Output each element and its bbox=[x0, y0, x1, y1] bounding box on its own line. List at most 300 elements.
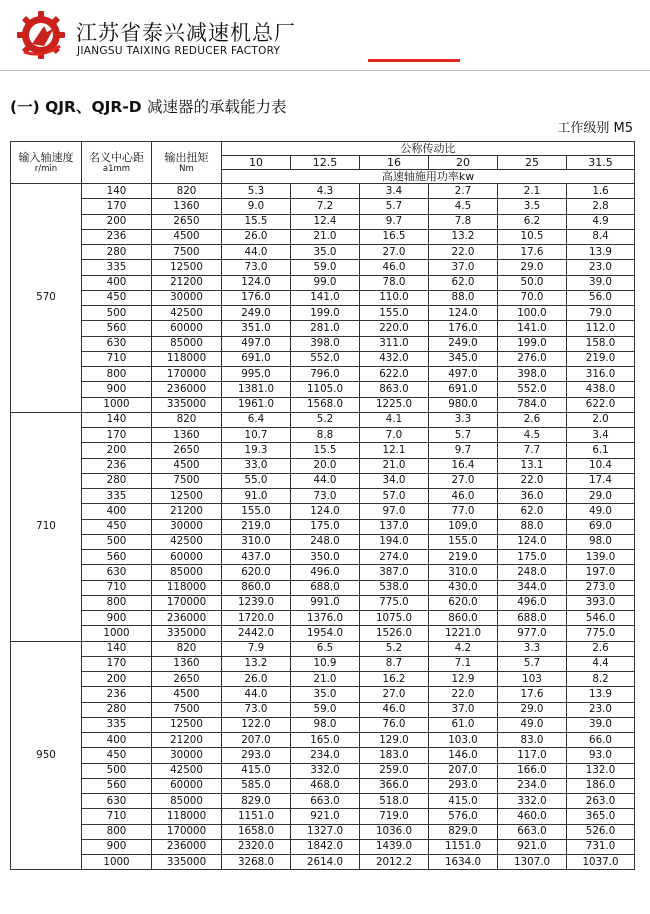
power-cell: 1.6 bbox=[567, 184, 635, 199]
table-row bbox=[11, 763, 635, 778]
table-row bbox=[11, 656, 635, 671]
power-cell: 620.0 bbox=[429, 595, 498, 610]
power-cell: 663.0 bbox=[291, 794, 360, 809]
power-cell: 55.0 bbox=[222, 473, 291, 488]
power-cell: 437.0 bbox=[222, 550, 291, 565]
table-row bbox=[11, 397, 635, 412]
power-cell: 921.0 bbox=[291, 809, 360, 824]
power-cell: 1036.0 bbox=[360, 824, 429, 839]
center-distance-cell: 900 bbox=[82, 611, 152, 626]
power-cell: 10.4 bbox=[567, 458, 635, 473]
power-cell: 332.0 bbox=[498, 794, 567, 809]
power-cell: 7.9 bbox=[222, 641, 291, 656]
power-cell: 980.0 bbox=[429, 397, 498, 412]
torque-cell: 30000 bbox=[152, 290, 222, 305]
power-cell: 311.0 bbox=[360, 336, 429, 351]
power-cell: 432.0 bbox=[360, 351, 429, 366]
table-row bbox=[11, 824, 635, 839]
power-cell: 775.0 bbox=[360, 595, 429, 610]
torque-cell: 4500 bbox=[152, 687, 222, 702]
power-cell: 1568.0 bbox=[291, 397, 360, 412]
power-cell: 20.0 bbox=[291, 458, 360, 473]
power-cell: 35.0 bbox=[291, 687, 360, 702]
power-cell: 2.8 bbox=[567, 199, 635, 214]
power-cell: 775.0 bbox=[567, 626, 635, 641]
power-cell: 7.1 bbox=[429, 656, 498, 671]
power-cell: 88.0 bbox=[498, 519, 567, 534]
power-cell: 39.0 bbox=[567, 275, 635, 290]
power-cell: 16.4 bbox=[429, 458, 498, 473]
center-distance-cell: 280 bbox=[82, 473, 152, 488]
power-cell: 29.0 bbox=[498, 702, 567, 717]
header-ratio: 公称传动比 bbox=[222, 142, 635, 156]
table-row bbox=[11, 580, 635, 595]
power-cell: 175.0 bbox=[291, 519, 360, 534]
power-cell: 44.0 bbox=[222, 687, 291, 702]
power-cell: 37.0 bbox=[429, 702, 498, 717]
center-distance-cell: 710 bbox=[82, 809, 152, 824]
table-row bbox=[11, 809, 635, 824]
power-cell: 497.0 bbox=[429, 367, 498, 382]
power-cell: 78.0 bbox=[360, 275, 429, 290]
ratio-header-cell: 20 bbox=[429, 156, 498, 170]
center-distance-cell: 200 bbox=[82, 214, 152, 229]
power-cell: 7.8 bbox=[429, 214, 498, 229]
power-cell: 50.0 bbox=[498, 275, 567, 290]
torque-cell: 820 bbox=[152, 184, 222, 199]
table-row bbox=[11, 504, 635, 519]
power-cell: 2442.0 bbox=[222, 626, 291, 641]
torque-cell: 12500 bbox=[152, 260, 222, 275]
table-row bbox=[11, 428, 635, 443]
center-distance-cell: 1000 bbox=[82, 626, 152, 641]
table-row bbox=[11, 839, 635, 854]
power-cell: 9.0 bbox=[222, 199, 291, 214]
power-cell: 59.0 bbox=[291, 260, 360, 275]
torque-cell: 335000 bbox=[152, 397, 222, 412]
power-cell: 6.1 bbox=[567, 443, 635, 458]
center-distance-cell: 710 bbox=[82, 351, 152, 366]
torque-cell: 60000 bbox=[152, 321, 222, 336]
torque-cell: 85000 bbox=[152, 336, 222, 351]
table-row bbox=[11, 855, 635, 870]
power-cell: 10.5 bbox=[498, 229, 567, 244]
power-cell: 332.0 bbox=[291, 763, 360, 778]
power-cell: 13.2 bbox=[222, 656, 291, 671]
power-cell: 49.0 bbox=[498, 717, 567, 732]
center-distance-cell: 630 bbox=[82, 336, 152, 351]
power-cell: 21.0 bbox=[291, 672, 360, 687]
power-cell: 10.7 bbox=[222, 428, 291, 443]
center-distance-cell: 710 bbox=[82, 580, 152, 595]
power-cell: 46.0 bbox=[429, 489, 498, 504]
power-cell: 186.0 bbox=[567, 778, 635, 793]
power-cell: 17.6 bbox=[498, 245, 567, 260]
table-row bbox=[11, 778, 635, 793]
power-cell: 124.0 bbox=[498, 534, 567, 549]
center-distance-cell: 140 bbox=[82, 641, 152, 656]
power-cell: 21.0 bbox=[291, 229, 360, 244]
center-distance-cell: 335 bbox=[82, 260, 152, 275]
power-cell: 62.0 bbox=[498, 504, 567, 519]
power-cell: 2012.2 bbox=[360, 855, 429, 870]
power-cell: 2.7 bbox=[429, 184, 498, 199]
power-cell: 274.0 bbox=[360, 550, 429, 565]
center-distance-cell: 500 bbox=[82, 763, 152, 778]
power-cell: 438.0 bbox=[567, 382, 635, 397]
power-cell: 398.0 bbox=[498, 367, 567, 382]
power-cell: 12.1 bbox=[360, 443, 429, 458]
power-cell: 22.0 bbox=[498, 473, 567, 488]
power-cell: 281.0 bbox=[291, 321, 360, 336]
power-cell: 13.2 bbox=[429, 229, 498, 244]
power-cell: 19.3 bbox=[222, 443, 291, 458]
power-cell: 83.0 bbox=[498, 733, 567, 748]
power-cell: 66.0 bbox=[567, 733, 635, 748]
company-name-en: JIANGSU TAIXING REDUCER FACTORY bbox=[77, 45, 281, 57]
torque-cell: 1360 bbox=[152, 656, 222, 671]
power-cell: 316.0 bbox=[567, 367, 635, 382]
power-cell: 220.0 bbox=[360, 321, 429, 336]
power-cell: 7.7 bbox=[498, 443, 567, 458]
company-name-cn: 江苏省泰兴减速机总厂 bbox=[76, 21, 296, 45]
center-distance-cell: 335 bbox=[82, 489, 152, 504]
table-row bbox=[11, 550, 635, 565]
power-cell: 688.0 bbox=[498, 611, 567, 626]
power-cell: 1526.0 bbox=[360, 626, 429, 641]
power-cell: 1634.0 bbox=[429, 855, 498, 870]
power-cell: 249.0 bbox=[222, 306, 291, 321]
power-cell: 46.0 bbox=[360, 260, 429, 275]
power-cell: 109.0 bbox=[429, 519, 498, 534]
power-cell: 1439.0 bbox=[360, 839, 429, 854]
center-distance-cell: 500 bbox=[82, 534, 152, 549]
torque-cell: 85000 bbox=[152, 565, 222, 580]
torque-cell: 236000 bbox=[152, 839, 222, 854]
power-cell: 26.0 bbox=[222, 672, 291, 687]
center-distance-cell: 450 bbox=[82, 748, 152, 763]
power-cell: 91.0 bbox=[222, 489, 291, 504]
power-cell: 538.0 bbox=[360, 580, 429, 595]
power-cell: 6.4 bbox=[222, 412, 291, 427]
power-cell: 8.8 bbox=[291, 428, 360, 443]
power-cell: 15.5 bbox=[222, 214, 291, 229]
table-row bbox=[11, 229, 635, 244]
table-row bbox=[11, 641, 635, 656]
power-cell: 1327.0 bbox=[291, 824, 360, 839]
power-cell: 293.0 bbox=[429, 778, 498, 793]
table-row bbox=[11, 534, 635, 549]
ratio-header-cell: 31.5 bbox=[567, 156, 635, 170]
power-cell: 97.0 bbox=[360, 504, 429, 519]
power-cell: 79.0 bbox=[567, 306, 635, 321]
torque-cell: 335000 bbox=[152, 855, 222, 870]
torque-cell: 7500 bbox=[152, 702, 222, 717]
power-cell: 860.0 bbox=[429, 611, 498, 626]
power-cell: 249.0 bbox=[429, 336, 498, 351]
center-distance-cell: 170 bbox=[82, 656, 152, 671]
header-center-distance: 名义中心距 a1mm bbox=[82, 142, 152, 184]
table-row bbox=[11, 489, 635, 504]
power-cell: 350.0 bbox=[291, 550, 360, 565]
power-cell: 1961.0 bbox=[222, 397, 291, 412]
power-cell: 1151.0 bbox=[429, 839, 498, 854]
power-cell: 415.0 bbox=[222, 763, 291, 778]
center-distance-cell: 500 bbox=[82, 306, 152, 321]
table-row bbox=[11, 306, 635, 321]
power-cell: 207.0 bbox=[222, 733, 291, 748]
power-cell: 5.2 bbox=[291, 412, 360, 427]
table-row bbox=[11, 702, 635, 717]
power-cell: 146.0 bbox=[429, 748, 498, 763]
power-cell: 5.7 bbox=[429, 428, 498, 443]
power-cell: 7.0 bbox=[360, 428, 429, 443]
power-cell: 460.0 bbox=[498, 809, 567, 824]
ratio-header-cell: 25 bbox=[498, 156, 567, 170]
power-cell: 719.0 bbox=[360, 809, 429, 824]
power-cell: 293.0 bbox=[222, 748, 291, 763]
table-row bbox=[11, 595, 635, 610]
power-cell: 2.6 bbox=[567, 641, 635, 656]
power-cell: 620.0 bbox=[222, 565, 291, 580]
power-cell: 70.0 bbox=[498, 290, 567, 305]
power-cell: 8.2 bbox=[567, 672, 635, 687]
power-cell: 137.0 bbox=[360, 519, 429, 534]
torque-cell: 335000 bbox=[152, 626, 222, 641]
power-cell: 124.0 bbox=[291, 504, 360, 519]
header-input-speed: 输入轴速度 r/min bbox=[11, 142, 82, 184]
power-cell: 166.0 bbox=[498, 763, 567, 778]
power-cell: 6.5 bbox=[291, 641, 360, 656]
center-distance-cell: 800 bbox=[82, 824, 152, 839]
torque-cell: 118000 bbox=[152, 351, 222, 366]
torque-cell: 12500 bbox=[152, 489, 222, 504]
table-row bbox=[11, 382, 635, 397]
power-cell: 365.0 bbox=[567, 809, 635, 824]
power-cell: 46.0 bbox=[360, 702, 429, 717]
power-cell: 10.9 bbox=[291, 656, 360, 671]
power-cell: 1376.0 bbox=[291, 611, 360, 626]
power-cell: 158.0 bbox=[567, 336, 635, 351]
ratio-header-cell: 16 bbox=[360, 156, 429, 170]
power-cell: 415.0 bbox=[429, 794, 498, 809]
power-cell: 2.1 bbox=[498, 184, 567, 199]
power-cell: 22.0 bbox=[429, 687, 498, 702]
power-cell: 88.0 bbox=[429, 290, 498, 305]
power-cell: 61.0 bbox=[429, 717, 498, 732]
center-distance-cell: 170 bbox=[82, 199, 152, 214]
power-cell: 5.2 bbox=[360, 641, 429, 656]
power-cell: 62.0 bbox=[429, 275, 498, 290]
power-cell: 1720.0 bbox=[222, 611, 291, 626]
power-cell: 1307.0 bbox=[498, 855, 567, 870]
power-cell: 1658.0 bbox=[222, 824, 291, 839]
ratio-header-cell: 10 bbox=[222, 156, 291, 170]
center-distance-cell: 400 bbox=[82, 275, 152, 290]
torque-cell: 42500 bbox=[152, 306, 222, 321]
power-cell: 518.0 bbox=[360, 794, 429, 809]
power-cell: 1221.0 bbox=[429, 626, 498, 641]
center-distance-cell: 1000 bbox=[82, 397, 152, 412]
power-cell: 199.0 bbox=[291, 306, 360, 321]
power-cell: 860.0 bbox=[222, 580, 291, 595]
power-cell: 176.0 bbox=[429, 321, 498, 336]
power-cell: 16.5 bbox=[360, 229, 429, 244]
power-cell: 165.0 bbox=[291, 733, 360, 748]
power-cell: 199.0 bbox=[498, 336, 567, 351]
power-cell: 49.0 bbox=[567, 504, 635, 519]
header-power: 高速轴施用功率kw bbox=[222, 170, 635, 184]
power-cell: 2320.0 bbox=[222, 839, 291, 854]
torque-cell: 21200 bbox=[152, 504, 222, 519]
page-header bbox=[0, 0, 650, 72]
power-cell: 141.0 bbox=[291, 290, 360, 305]
power-cell: 124.0 bbox=[222, 275, 291, 290]
power-cell: 4.5 bbox=[429, 199, 498, 214]
power-cell: 8.4 bbox=[567, 229, 635, 244]
power-cell: 273.0 bbox=[567, 580, 635, 595]
power-cell: 27.0 bbox=[429, 473, 498, 488]
power-cell: 132.0 bbox=[567, 763, 635, 778]
center-distance-cell: 560 bbox=[82, 550, 152, 565]
table-row bbox=[11, 794, 635, 809]
torque-cell: 820 bbox=[152, 641, 222, 656]
header-output-torque: 输出扭矩 Nm bbox=[152, 142, 222, 184]
power-cell: 44.0 bbox=[222, 245, 291, 260]
power-cell: 155.0 bbox=[222, 504, 291, 519]
power-cell: 13.1 bbox=[498, 458, 567, 473]
table-row bbox=[11, 717, 635, 732]
power-cell: 129.0 bbox=[360, 733, 429, 748]
power-cell: 552.0 bbox=[291, 351, 360, 366]
power-cell: 197.0 bbox=[567, 565, 635, 580]
power-cell: 1105.0 bbox=[291, 382, 360, 397]
power-cell: 921.0 bbox=[498, 839, 567, 854]
torque-cell: 236000 bbox=[152, 611, 222, 626]
power-cell: 234.0 bbox=[291, 748, 360, 763]
torque-cell: 21200 bbox=[152, 733, 222, 748]
power-cell: 234.0 bbox=[498, 778, 567, 793]
power-cell: 731.0 bbox=[567, 839, 635, 854]
torque-cell: 1360 bbox=[152, 428, 222, 443]
power-cell: 100.0 bbox=[498, 306, 567, 321]
power-cell: 691.0 bbox=[222, 351, 291, 366]
power-cell: 497.0 bbox=[222, 336, 291, 351]
torque-cell: 118000 bbox=[152, 809, 222, 824]
power-cell: 155.0 bbox=[360, 306, 429, 321]
power-cell: 691.0 bbox=[429, 382, 498, 397]
power-cell: 310.0 bbox=[429, 565, 498, 580]
power-cell: 175.0 bbox=[498, 550, 567, 565]
table-row bbox=[11, 275, 635, 290]
input-speed-cell: 950 bbox=[11, 641, 82, 870]
power-cell: 56.0 bbox=[567, 290, 635, 305]
power-cell: 117.0 bbox=[498, 748, 567, 763]
power-cell: 259.0 bbox=[360, 763, 429, 778]
table-row bbox=[11, 351, 635, 366]
table-row bbox=[11, 473, 635, 488]
torque-cell: 12500 bbox=[152, 717, 222, 732]
power-cell: 17.4 bbox=[567, 473, 635, 488]
power-cell: 1239.0 bbox=[222, 595, 291, 610]
power-cell: 5.3 bbox=[222, 184, 291, 199]
power-cell: 3.4 bbox=[360, 184, 429, 199]
power-cell: 69.0 bbox=[567, 519, 635, 534]
torque-cell: 30000 bbox=[152, 748, 222, 763]
header-divider bbox=[0, 70, 650, 71]
torque-cell: 118000 bbox=[152, 580, 222, 595]
center-distance-cell: 800 bbox=[82, 367, 152, 382]
table-row bbox=[11, 336, 635, 351]
power-cell: 3.4 bbox=[567, 428, 635, 443]
power-cell: 139.0 bbox=[567, 550, 635, 565]
power-cell: 103 bbox=[498, 672, 567, 687]
center-distance-cell: 630 bbox=[82, 794, 152, 809]
power-cell: 9.7 bbox=[429, 443, 498, 458]
power-cell: 2.0 bbox=[567, 412, 635, 427]
power-cell: 622.0 bbox=[360, 367, 429, 382]
power-cell: 98.0 bbox=[567, 534, 635, 549]
power-cell: 13.9 bbox=[567, 687, 635, 702]
torque-cell: 2650 bbox=[152, 672, 222, 687]
power-cell: 35.0 bbox=[291, 245, 360, 260]
torque-cell: 7500 bbox=[152, 245, 222, 260]
power-cell: 688.0 bbox=[291, 580, 360, 595]
torque-cell: 4500 bbox=[152, 229, 222, 244]
center-distance-cell: 236 bbox=[82, 229, 152, 244]
power-cell: 110.0 bbox=[360, 290, 429, 305]
power-cell: 829.0 bbox=[222, 794, 291, 809]
section-title-cn: 减速器的承载能力表 bbox=[147, 98, 287, 116]
power-cell: 183.0 bbox=[360, 748, 429, 763]
table-row bbox=[11, 458, 635, 473]
power-cell: 21.0 bbox=[360, 458, 429, 473]
power-cell: 248.0 bbox=[498, 565, 567, 580]
torque-cell: 4500 bbox=[152, 458, 222, 473]
power-cell: 393.0 bbox=[567, 595, 635, 610]
power-cell: 468.0 bbox=[291, 778, 360, 793]
power-cell: 3.3 bbox=[498, 641, 567, 656]
power-cell: 663.0 bbox=[498, 824, 567, 839]
capacity-table bbox=[10, 141, 635, 870]
power-cell: 4.3 bbox=[291, 184, 360, 199]
table-row bbox=[11, 672, 635, 687]
center-distance-cell: 900 bbox=[82, 382, 152, 397]
power-cell: 17.6 bbox=[498, 687, 567, 702]
power-cell: 77.0 bbox=[429, 504, 498, 519]
power-cell: 4.2 bbox=[429, 641, 498, 656]
power-cell: 5.7 bbox=[360, 199, 429, 214]
power-cell: 3268.0 bbox=[222, 855, 291, 870]
power-cell: 37.0 bbox=[429, 260, 498, 275]
torque-cell: 7500 bbox=[152, 473, 222, 488]
table-row bbox=[11, 367, 635, 382]
header-accent-bar bbox=[368, 59, 460, 62]
table-row bbox=[11, 733, 635, 748]
power-cell: 1037.0 bbox=[567, 855, 635, 870]
power-cell: 496.0 bbox=[291, 565, 360, 580]
table-row bbox=[11, 611, 635, 626]
torque-cell: 85000 bbox=[152, 794, 222, 809]
center-distance-cell: 450 bbox=[82, 290, 152, 305]
power-cell: 4.9 bbox=[567, 214, 635, 229]
power-cell: 219.0 bbox=[567, 351, 635, 366]
power-cell: 4.5 bbox=[498, 428, 567, 443]
power-cell: 552.0 bbox=[498, 382, 567, 397]
gear-logo-icon bbox=[14, 8, 68, 62]
power-cell: 34.0 bbox=[360, 473, 429, 488]
power-cell: 1151.0 bbox=[222, 809, 291, 824]
